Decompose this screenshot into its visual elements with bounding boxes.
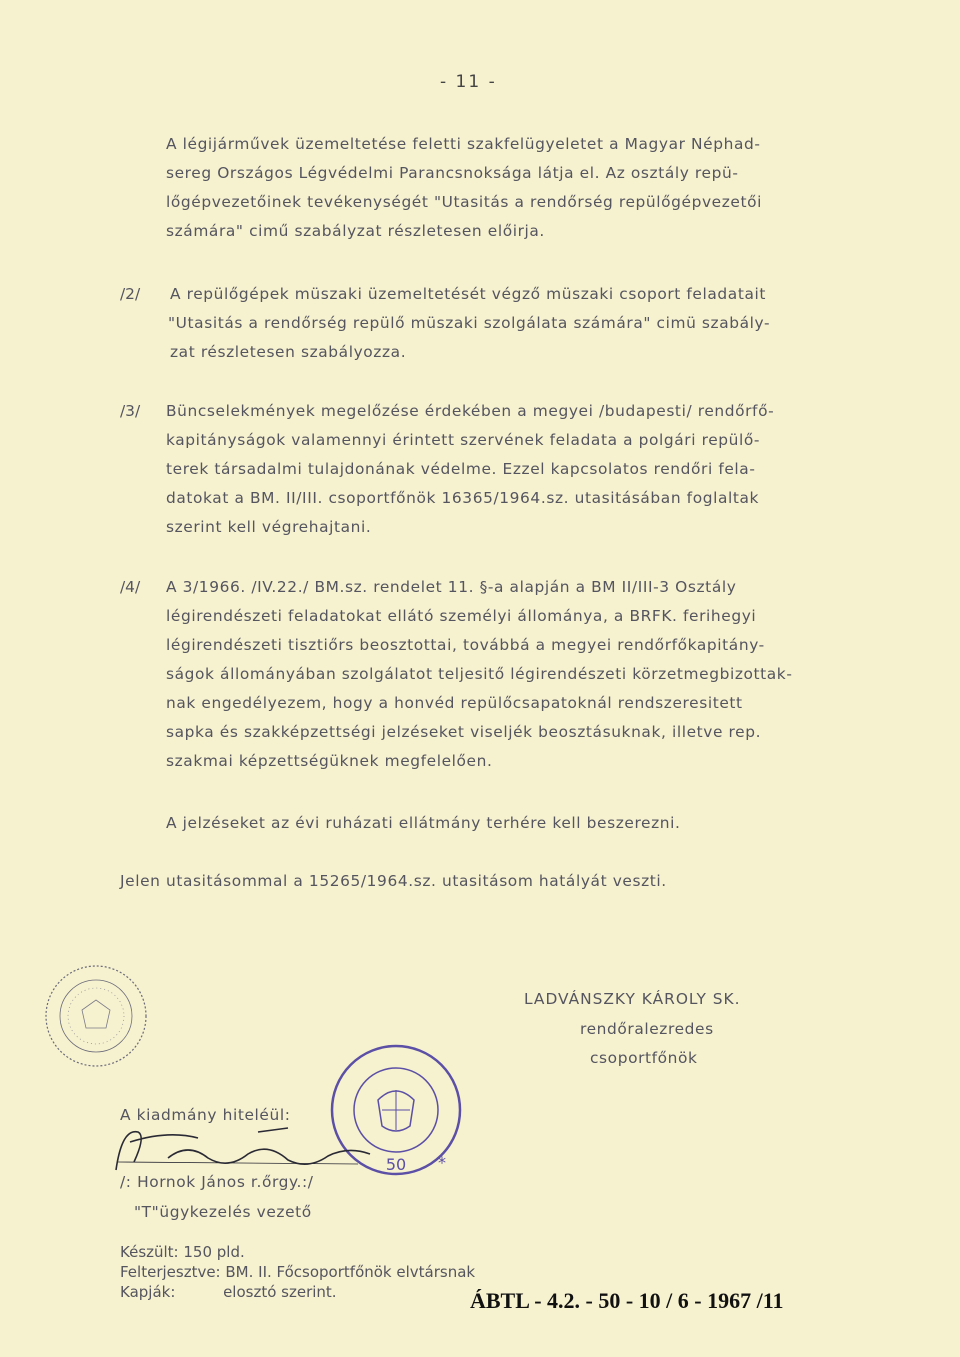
submitted-to: Felterjesztve: BM. II. Főcsoportfőnök elvtársnak <box>120 1263 476 1281</box>
intro-line: sereg Országos Légvédelmi Parancsnoksága látja el. Az osztály repü- <box>166 164 739 182</box>
attestation-name: /: Hornok János r.őrgy.:/ <box>120 1173 314 1191</box>
attestation-label: A kiadmány hiteléül: <box>120 1106 291 1124</box>
svg-text:*: * <box>438 1153 446 1172</box>
signatory-name: LADVÁNSZKY KÁROLY SK. <box>524 990 741 1008</box>
section-3-paragraph <box>166 397 774 542</box>
section-line: datokat a BM. II/III. csoportfőnök 16365/1964.sz. utasitásában foglaltak <box>166 489 760 507</box>
section-number: /4/ <box>120 578 141 596</box>
section-line: sapka és szakképzettségi jelzéseket viseljék beosztásuknak, illetve rep. <box>166 723 762 741</box>
section-line: terek társadalmi tulajdonának védelme. Ezzel kapcsolatos rendőri fela- <box>166 460 756 478</box>
round-stamp-left <box>42 962 150 1070</box>
archive-reference: ÁBTL - 4.2. - 50 - 10 / 6 - 1967 /11 <box>470 1288 784 1313</box>
handwritten-signature <box>108 1118 378 1178</box>
section-4-paragraph <box>166 573 792 776</box>
signatory-rank: rendőralezredes <box>580 1020 714 1038</box>
copies-prepared: Készült: 150 pld. <box>120 1243 245 1261</box>
section-line: zat részletesen szabályozza. <box>170 343 407 361</box>
section-line: A repülőgépek müszaki üzemeltetését végző müszaki csoport feladatait <box>170 285 766 303</box>
page-number: - 11 - <box>440 72 497 92</box>
intro-line: A légijárművek üzemeltetése feletti szakfelügyeletet a Magyar Néphad- <box>166 135 761 153</box>
section-line: légirendészeti feladatokat ellátó személyi állománya, a BRFK. ferihegyi <box>166 607 757 625</box>
section-line: kapitányságok valamennyi érintett szervének feladata a polgári repülő- <box>166 431 761 449</box>
intro-line: számára" cimű szabályzat részletesen előirja. <box>166 222 545 240</box>
distribution: Kapják: elosztó szerint. <box>120 1283 337 1301</box>
attestation-role: "T"ügykezelés vezető <box>134 1203 312 1221</box>
section-2-paragraph <box>170 280 770 367</box>
signatory-title: csoportfőnök <box>590 1049 698 1067</box>
section-line: szerint kell végrehajtani. <box>166 518 372 536</box>
intro-line: lőgépvezetőinek tevékenységét "Utasitás a rendőrség repülőgépvezetői <box>166 193 763 211</box>
closing-sentence: A jelzéseket az évi ruházati ellátmány terhére kell beszerezni. <box>166 814 681 832</box>
section-line: A 3/1966. /IV.22./ BM.sz. rendelet 11. §-a alapján a BM II/III-3 Osztály <box>166 578 737 596</box>
section-line: Büncselekmények megelőzése érdekében a megyei /budapesti/ rendőrfő- <box>166 402 775 420</box>
section-line: ságok állományában szolgálatot teljesitő légirendészeti körzetmegbizottak- <box>166 665 793 683</box>
section-line: légirendészeti tisztiőrs beosztottai, továbbá a megyei rendőrfőkapitány- <box>166 636 765 654</box>
section-line: szakmai képzettségüknek megfelelően. <box>166 752 493 770</box>
section-number: /2/ <box>120 285 141 303</box>
section-number: /3/ <box>120 402 141 420</box>
intro-paragraph <box>166 130 762 246</box>
stamp-number: 50 <box>385 1155 407 1174</box>
section-line: "Utasitás a rendőrség repülő müszaki szolgálata számára" cimü szabály- <box>168 314 771 332</box>
revocation-sentence: Jelen utasitásommal a 15265/1964.sz. utasitásom hatályát veszti. <box>120 872 667 890</box>
section-line: nak engedélyezem, hogy a honvéd repülőcsapatoknál rendszeresitett <box>166 694 743 712</box>
